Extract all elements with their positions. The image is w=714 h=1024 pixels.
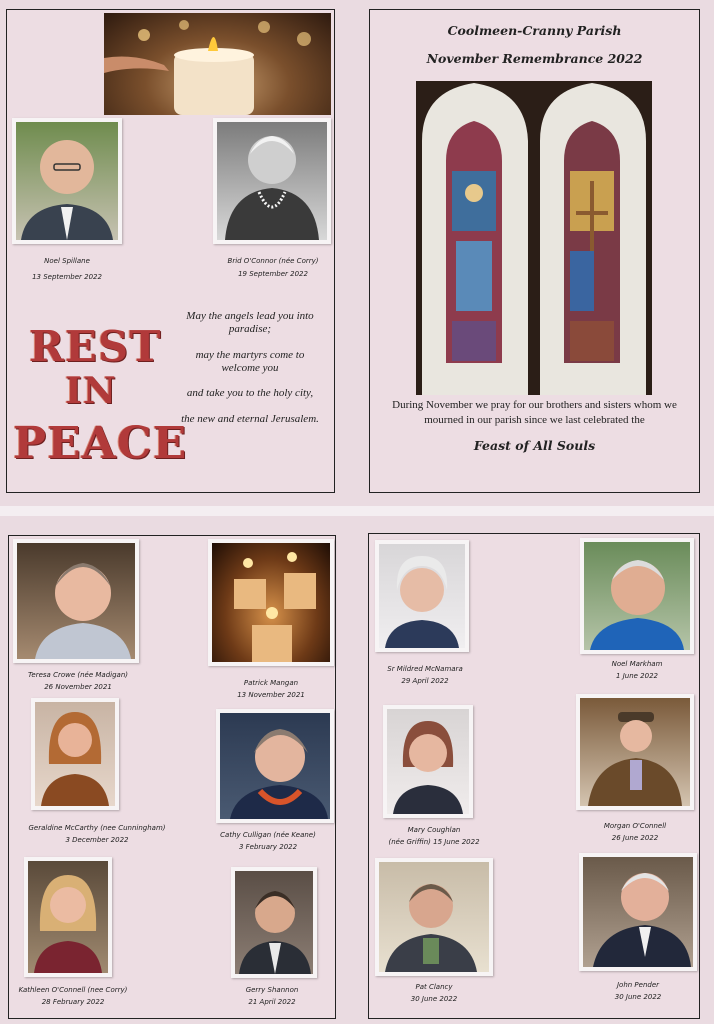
photo-cathy-culligan	[216, 709, 334, 823]
photo-kathleen-oconnell	[24, 857, 112, 977]
feast-title: Feast of All Souls	[473, 438, 596, 453]
name-john-pender: John Pender	[616, 981, 660, 989]
photo-teresa-crowe	[13, 539, 139, 663]
photo-noel-spillane	[12, 118, 122, 244]
deceased-panel-left	[8, 535, 336, 1019]
photo-john-pender	[579, 853, 697, 971]
name-gerry-shannon: Gerry Shannon	[245, 986, 299, 994]
name-mildred-mcnamara: Sr Mildred McNamara	[387, 665, 463, 673]
date-teresa-crowe: 26 November 2021	[44, 683, 112, 691]
stained-glass-photo	[416, 81, 652, 395]
parish-title: Coolmeen-Cranny Parish	[447, 23, 622, 38]
rip-word-in: IN	[65, 370, 117, 412]
name-noel-spillane: Noel Spillane	[44, 257, 90, 265]
photo-candles-patrick-mangan	[208, 539, 334, 666]
date-patrick-mangan: 13 November 2021	[237, 691, 305, 699]
date-mildred-mcnamara: 29 April 2022	[401, 677, 449, 685]
photo-geraldine-mccarthy	[31, 698, 119, 810]
prayer-line-3: and take you to the holy city,	[186, 387, 314, 399]
name-cathy-culligan: Cathy Culligan (née Keane)	[220, 831, 316, 839]
event-title: November Remembrance 2022	[426, 51, 643, 66]
date-kathleen-oconnell: 28 February 2022	[41, 998, 105, 1006]
photo-mildred-mcnamara	[375, 540, 469, 652]
candles-icon	[212, 543, 330, 662]
date-noel-markham: 1 June 2022	[616, 672, 658, 680]
prayer-line-1: May the angels lead you into paradise;	[186, 310, 314, 335]
name-pat-clancy: Pat Clancy	[415, 983, 453, 991]
page-separator	[0, 506, 714, 516]
photo-pat-clancy	[375, 858, 493, 976]
prayer-panel	[6, 9, 335, 493]
photo-noel-markham	[580, 538, 694, 654]
date-geraldine-mccarthy: 3 December 2022	[65, 836, 129, 844]
photo-mary-coughlan	[383, 705, 473, 818]
date-gerry-shannon: 21 April 2022	[248, 998, 296, 1006]
name-mary-coughlan: Mary Coughlan	[407, 826, 461, 834]
stained-glass-window-icon	[416, 81, 652, 395]
date-john-pender: 30 June 2022	[614, 993, 662, 1001]
prayer-line-4: the new and eternal Jerusalem.	[181, 413, 319, 425]
date-brid-oconnor: 19 September 2022	[238, 270, 308, 278]
candle-photo	[104, 13, 331, 115]
photo-morgan-oconnell	[576, 694, 694, 810]
rip-word-rest: REST	[29, 322, 162, 371]
photo-brid-oconnor	[213, 118, 331, 244]
date-noel-spillane: 13 September 2022	[32, 273, 102, 281]
date-pat-clancy: 30 June 2022	[410, 995, 458, 1003]
name-brid-oconnor: Brid O'Connor (née Corry)	[227, 257, 319, 265]
intro-text: During November we pray for our brothers and sisters whom we mourned in our parish since we last celebrated the	[392, 399, 677, 426]
date-mary-coughlan: (née Griffin) 15 June 2022	[388, 838, 480, 846]
deceased-panel-right	[368, 533, 700, 1019]
name-geraldine-mccarthy: Geraldine McCarthy (nee Cunningham)	[28, 824, 166, 832]
name-patrick-mangan: Patrick Mangan	[243, 679, 299, 687]
name-noel-markham: Noel Markham	[611, 660, 663, 668]
date-cathy-culligan: 3 February 2022	[238, 843, 298, 851]
prayer-line-2: may the martyrs come to welcome you	[195, 349, 305, 374]
name-kathleen-oconnell: Kathleen O'Connell (nee Corry)	[18, 986, 128, 994]
cover-panel	[369, 9, 700, 493]
date-morgan-oconnell: 26 June 2022	[611, 834, 659, 842]
name-morgan-oconnell: Morgan O'Connell	[603, 822, 667, 830]
candle-flame-icon	[104, 13, 331, 115]
photo-gerry-shannon	[231, 867, 317, 978]
name-teresa-crowe: Teresa Crowe (née Madigan)	[28, 671, 128, 679]
rip-word-peace: PEACE	[13, 418, 188, 469]
